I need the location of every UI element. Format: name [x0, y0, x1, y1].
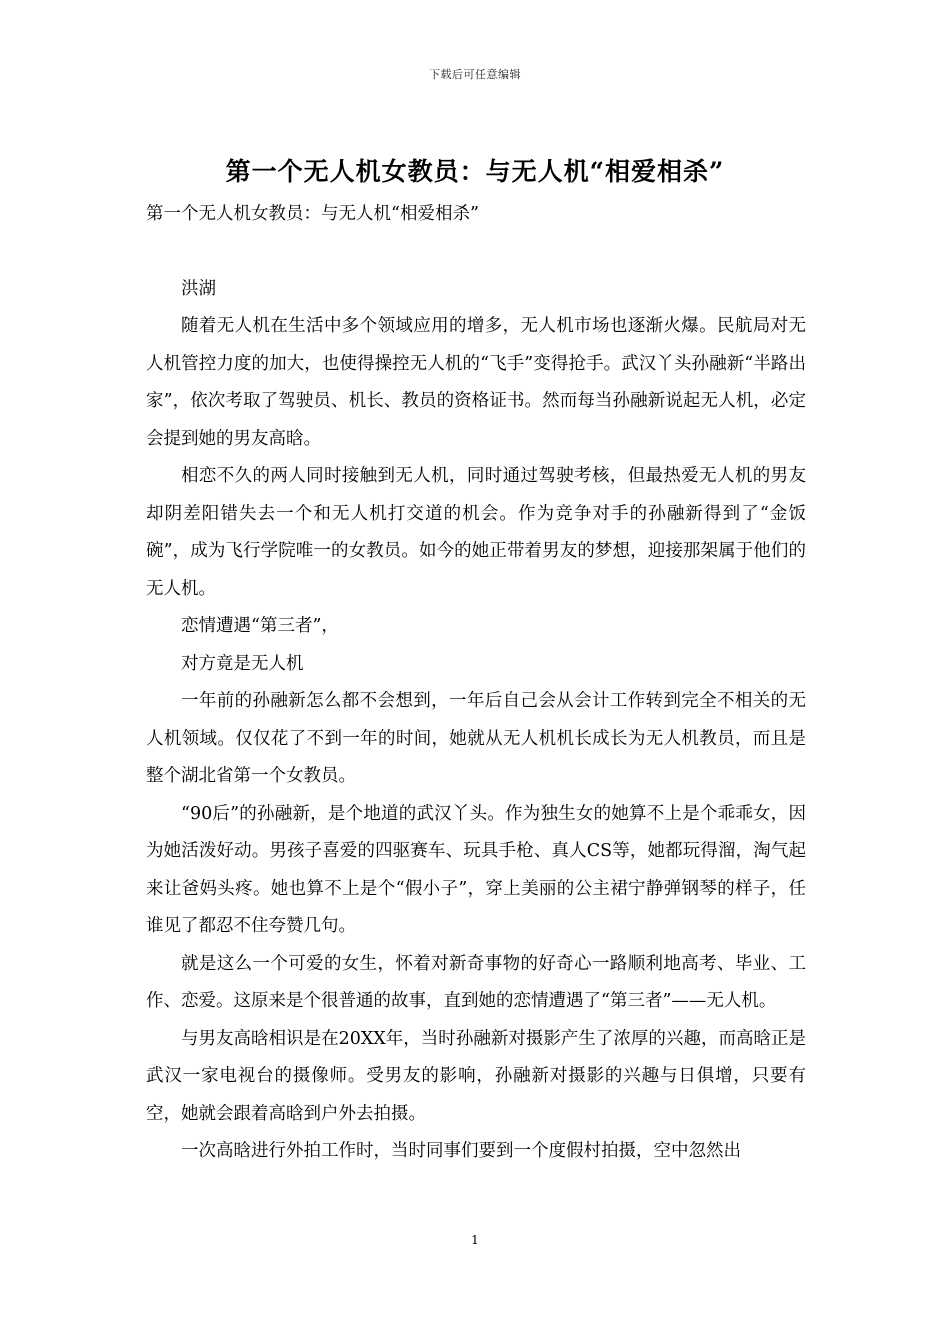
paragraph: 与男友高晗相识是在20XX年，当时孙融新对摄影产生了浓厚的兴趣，而高晗正是武汉一家电视台的摄像师。受男友的影响，孙融新对摄影的兴趣与日俱增，只要有空，她就会跟着高晗到户外去拍摄。	[146, 1028, 806, 1124]
paragraph: 就是这么一个可爱的女生，怀着对新奇事物的好奇心一路顺利地高考、毕业、工作、恋爱。这原来是个很普通的故事，直到她的恋情遭遇了“第三者”——无人机。	[146, 953, 806, 1011]
section-heading: 对方竟是无人机	[181, 653, 304, 674]
paragraph: 一次高晗进行外拍工作时，当时同事们要到一个度假村拍摄，空中忽然出	[181, 1141, 741, 1161]
section-heading: 恋情遭遇“第三者”，	[181, 616, 339, 636]
blank-line	[146, 234, 806, 271]
paragraph: 一年前的孙融新怎么都不会想到，一年后自己会从会计工作转到完全不相关的无人机领域。仅仅花了不到一年的时间，她就从无人机机长成长为无人机教员，而且是整个湖北省第一个女教员。	[146, 691, 806, 786]
page-header: 下载后可任意编辑	[429, 68, 521, 81]
document-title: 第一个无人机女教员：与无人机“相爱相杀”	[225, 157, 725, 186]
paragraph-author: 洪湖	[181, 278, 216, 299]
document-body	[146, 196, 806, 1171]
paragraph: “90后”的孙融新，是个地道的武汉丫头。作为独生女的她算不上是个乖乖女，因为她活泼好动。男孩子喜爱的四驱赛车、玩具手枪、真人CS等，她都玩得溜，淘气起来让爸妈头疼。她也算不上是个“假小子”，穿上美丽的公主裙宁静弹钢琴的样子，任谁见了都忍不住夸赞几句。	[146, 803, 806, 936]
document-subtitle: 第一个无人机女教员：与无人机“相爱相杀”	[146, 204, 479, 224]
paragraph: 相恋不久的两人同时接触到无人机，同时通过驾驶考核，但最热爱无人机的男友却阴差阳错失去一个和无人机打交道的机会。作为竞争对手的孙融新得到了“金饭碗”，成为飞行学院唯一的女教员。如今的她正带着男友的梦想，迎接那架属于他们的无人机。	[146, 466, 806, 599]
page-number: 1	[471, 1233, 479, 1247]
paragraph: 随着无人机在生活中多个领域应用的增多，无人机市场也逐渐火爆。民航局对无人机管控力度的加大，也使得操控无人机的“飞手”变得抢手。武汉丫头孙融新“半路出家”，依次考取了驾驶员、机长、教员的资格证书。然而每当孙融新说起无人机，必定会提到她的男友高晗。	[146, 316, 806, 449]
